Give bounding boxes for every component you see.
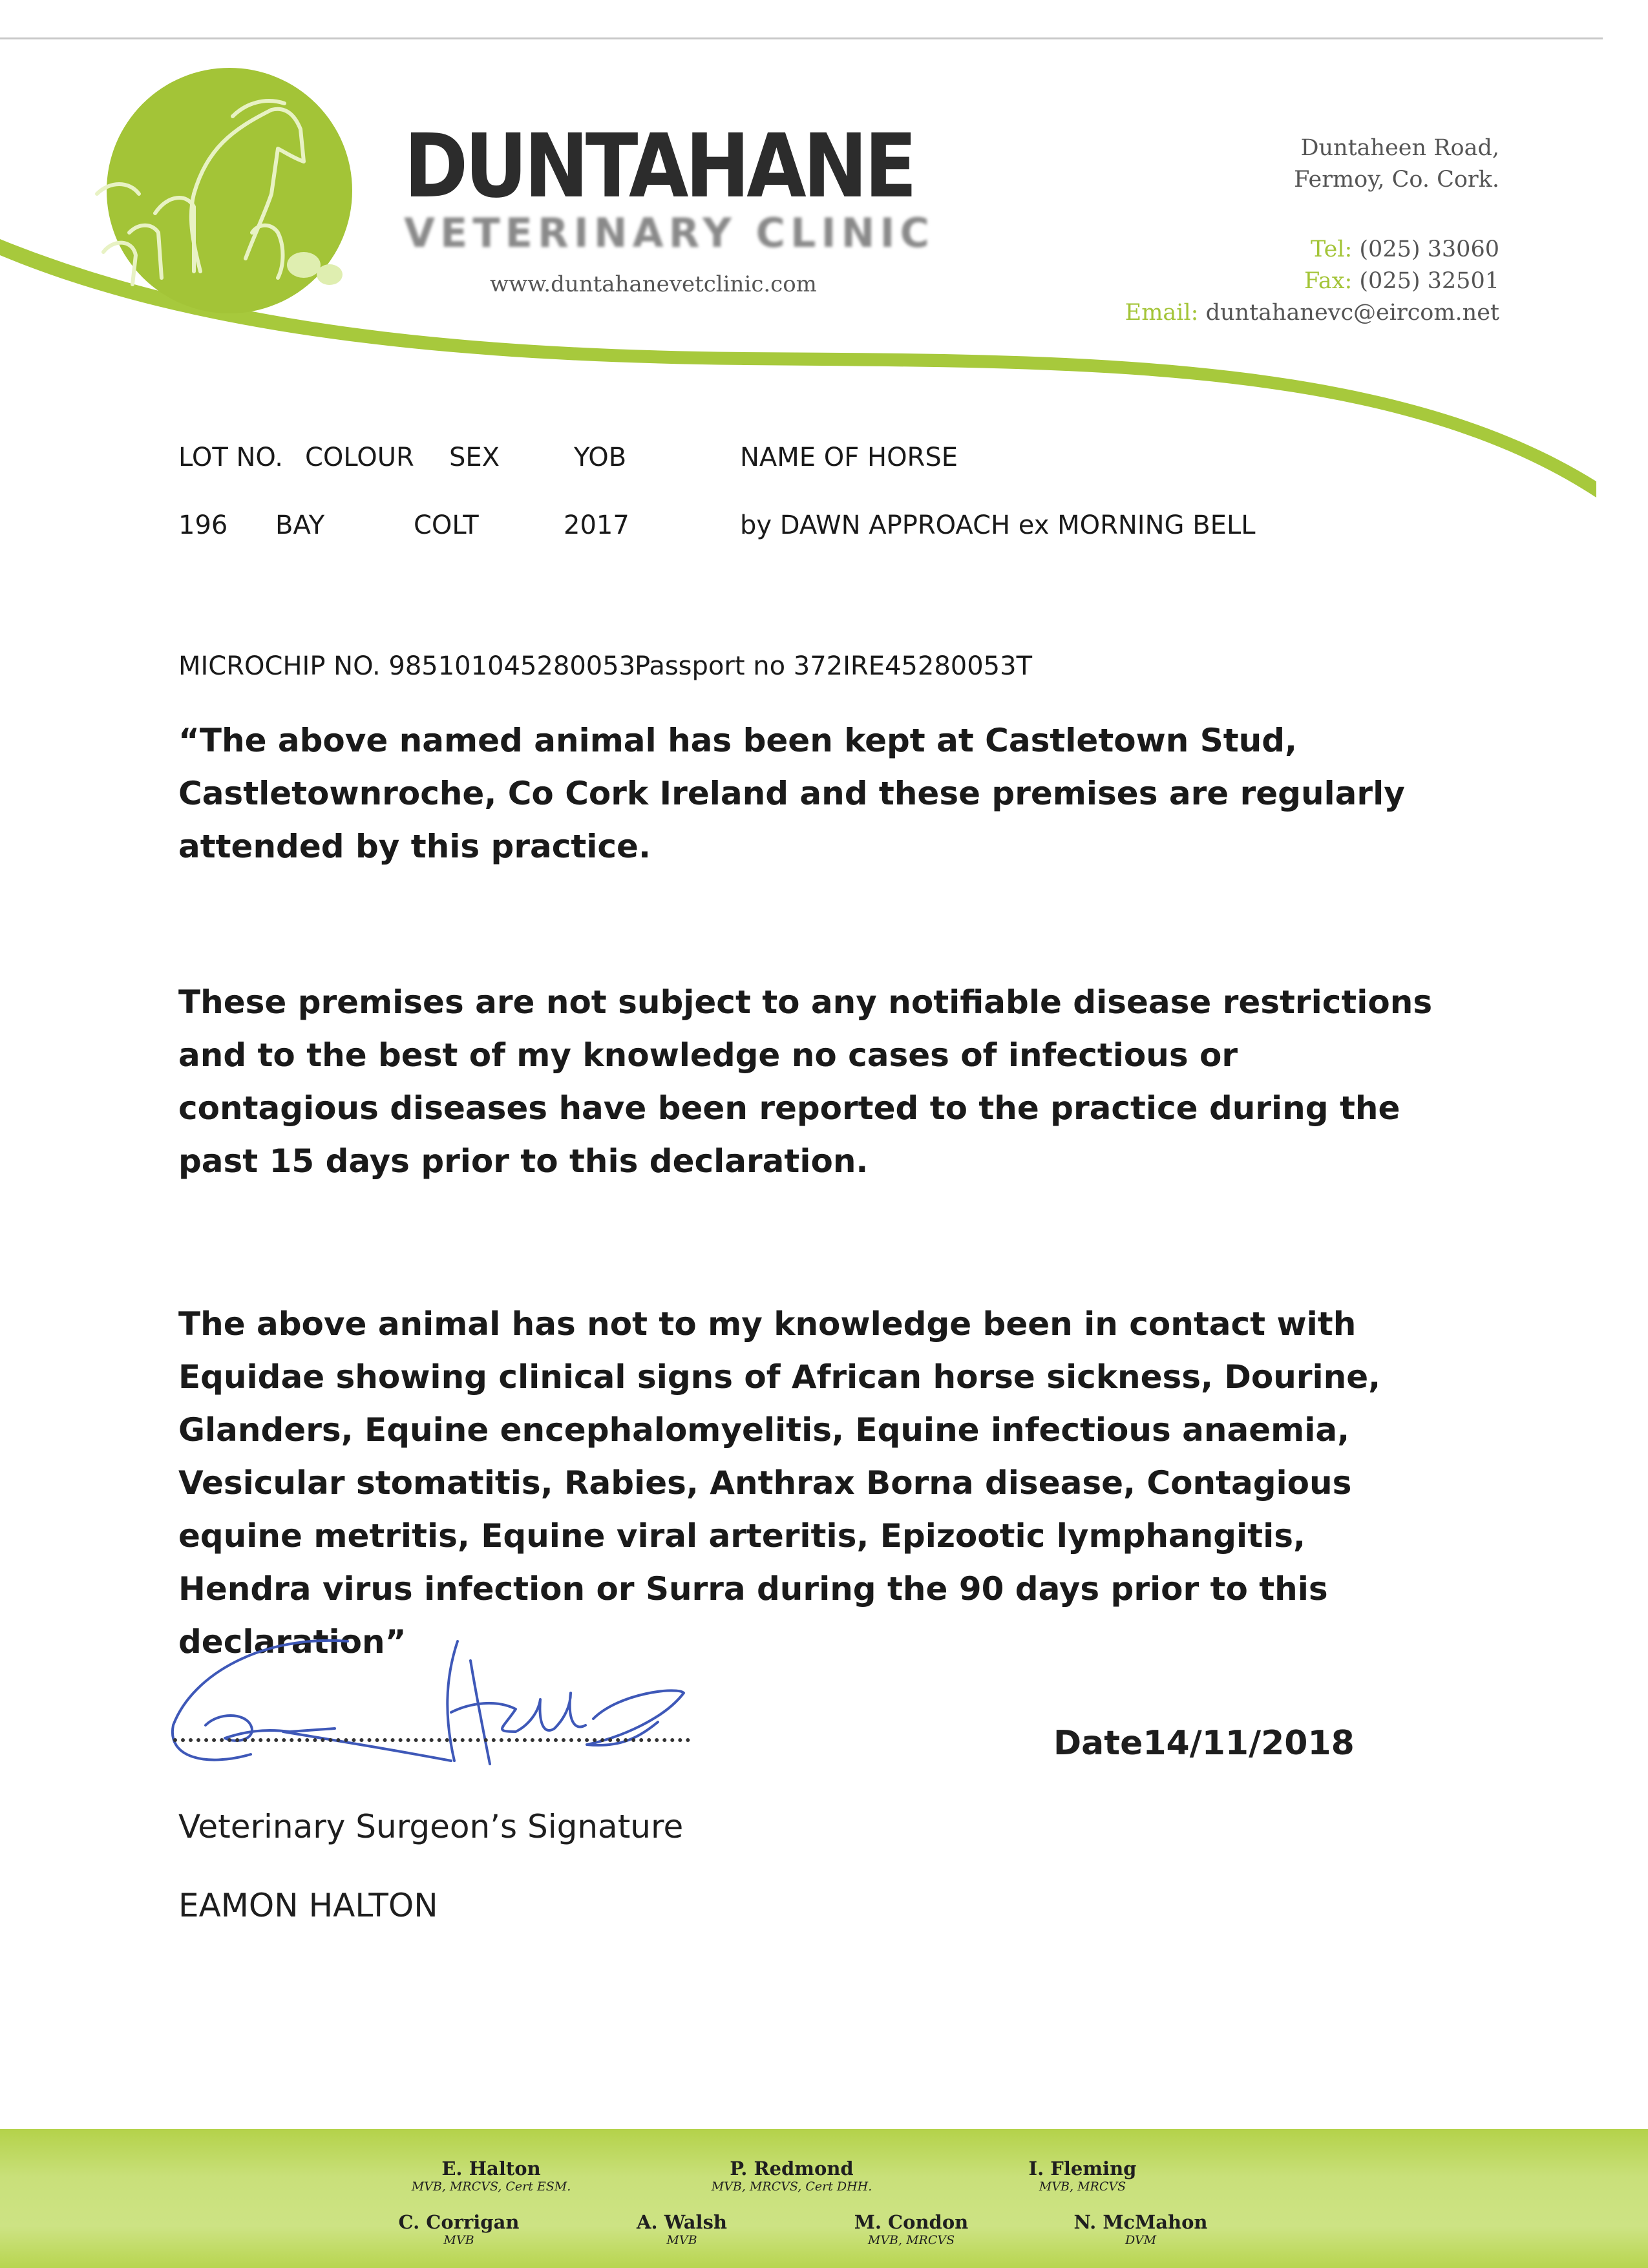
cell-yob: 2017	[564, 510, 629, 540]
passport-number: Passport no 372IRE45280053T	[635, 651, 1032, 681]
cell-name-of-horse: by DAWN APPROACH ex MORNING BELL	[740, 510, 1256, 540]
staff-name: N. McMahon	[1073, 2211, 1208, 2233]
header-sex: SEX	[449, 443, 500, 472]
staff-quals: MVB, MRCVS	[867, 2233, 955, 2248]
staff-entry	[401, 2158, 582, 2194]
header-colour: COLOUR	[305, 443, 414, 472]
header-name-of-horse: NAME OF HORSE	[740, 443, 958, 472]
footer-band	[0, 2129, 1648, 2268]
staff-entry	[1070, 2212, 1212, 2248]
address-line-1: Duntaheen Road,	[1300, 135, 1499, 161]
tel-label: Tel:	[1310, 236, 1353, 262]
handwritten-signature	[167, 1615, 697, 1777]
fax-value: (025) 32501	[1359, 268, 1499, 294]
paragraph-contact-declaration	[178, 1297, 1439, 1668]
paragraph-premises	[178, 714, 1439, 873]
address-block	[1294, 132, 1499, 196]
cell-lot-no: 196	[178, 510, 228, 540]
cell-colour: BAY	[275, 510, 325, 540]
staff-quals: MVB	[443, 2233, 474, 2248]
tel-value: (025) 33060	[1359, 236, 1499, 262]
signature-line	[173, 1738, 690, 1742]
staff-quals: MVB, MRCVS	[1039, 2179, 1126, 2194]
microchip-number: MICROCHIP NO. 985101045280053	[178, 651, 636, 681]
header-lot-no: LOT NO.	[178, 443, 283, 472]
paragraph-restrictions	[178, 976, 1439, 1188]
declaration-date: Date14/11/2018	[1053, 1724, 1355, 1763]
staff-entry	[1011, 2158, 1154, 2194]
staff-name: I. Fleming	[1028, 2158, 1137, 2179]
brand-subtitle: VETERINARY CLINIC	[404, 209, 935, 257]
fax-line	[1125, 266, 1499, 297]
signatory-name: EAMON HALTON	[178, 1887, 438, 1924]
tel-line	[1125, 234, 1499, 266]
staff-quals: MVB, MRCVS, Cert DHH.	[711, 2179, 872, 2194]
paragraph-text: The above animal has not to my knowledge been in contact with Equidae showing clinical signs of African horse sickness, Dourine, Glanders, Equine encephalomyelitis, Equine infectious anaemia, Vesicular stomatitis, Rabies, Anthrax Borna disease, Contagious equine metritis, Equine viral arteritis, Epizootic lymphangitis, Hendra virus infection or Surra during the 90 days prior to this declaration”	[178, 1305, 1381, 1661]
email-label: Email:	[1125, 300, 1199, 326]
paragraph-text: These premises are not subject to any notifiable disease restrictions and to the best of my knowledge no cases of infectious or contagious diseases have been reported to the practice during the past 15 days prior to this declaration.	[178, 983, 1433, 1180]
contact-block	[1125, 234, 1499, 329]
staff-entry	[624, 2212, 740, 2248]
staff-name: M. Condon	[854, 2211, 969, 2233]
staff-quals: DVM	[1125, 2233, 1157, 2248]
staff-name: C. Corrigan	[398, 2211, 520, 2233]
address-line-2: Fermoy, Co. Cork.	[1294, 167, 1499, 193]
fax-label: Fax:	[1304, 268, 1353, 294]
paragraph-text: “The above named animal has been kept at Castletown Stud, Castletownroche, Co Cork Ireland and these premises are regularly attended by this practice.	[178, 722, 1405, 865]
signature-caption: Veterinary Surgeon’s Signature	[178, 1808, 684, 1845]
staff-entry	[701, 2158, 882, 2194]
brand-name: DUNTAHANE	[404, 116, 914, 218]
staff-name: P. Redmond	[730, 2158, 854, 2179]
staff-entry	[843, 2212, 979, 2248]
website-link[interactable]: www.duntahanevetclinic.com	[490, 271, 817, 297]
staff-quals: MVB, MRCVS, Cert ESM.	[411, 2179, 571, 2194]
cell-sex: COLT	[414, 510, 479, 540]
header-yob: YOB	[574, 443, 627, 472]
staff-entry	[381, 2212, 536, 2248]
email-line	[1125, 297, 1499, 329]
staff-quals: MVB	[666, 2233, 697, 2248]
email-value[interactable]: duntahanevc@eircom.net	[1205, 300, 1499, 326]
logo-circle	[107, 68, 352, 313]
staff-name: E. Halton	[441, 2158, 541, 2179]
staff-name: A. Walsh	[637, 2211, 727, 2233]
